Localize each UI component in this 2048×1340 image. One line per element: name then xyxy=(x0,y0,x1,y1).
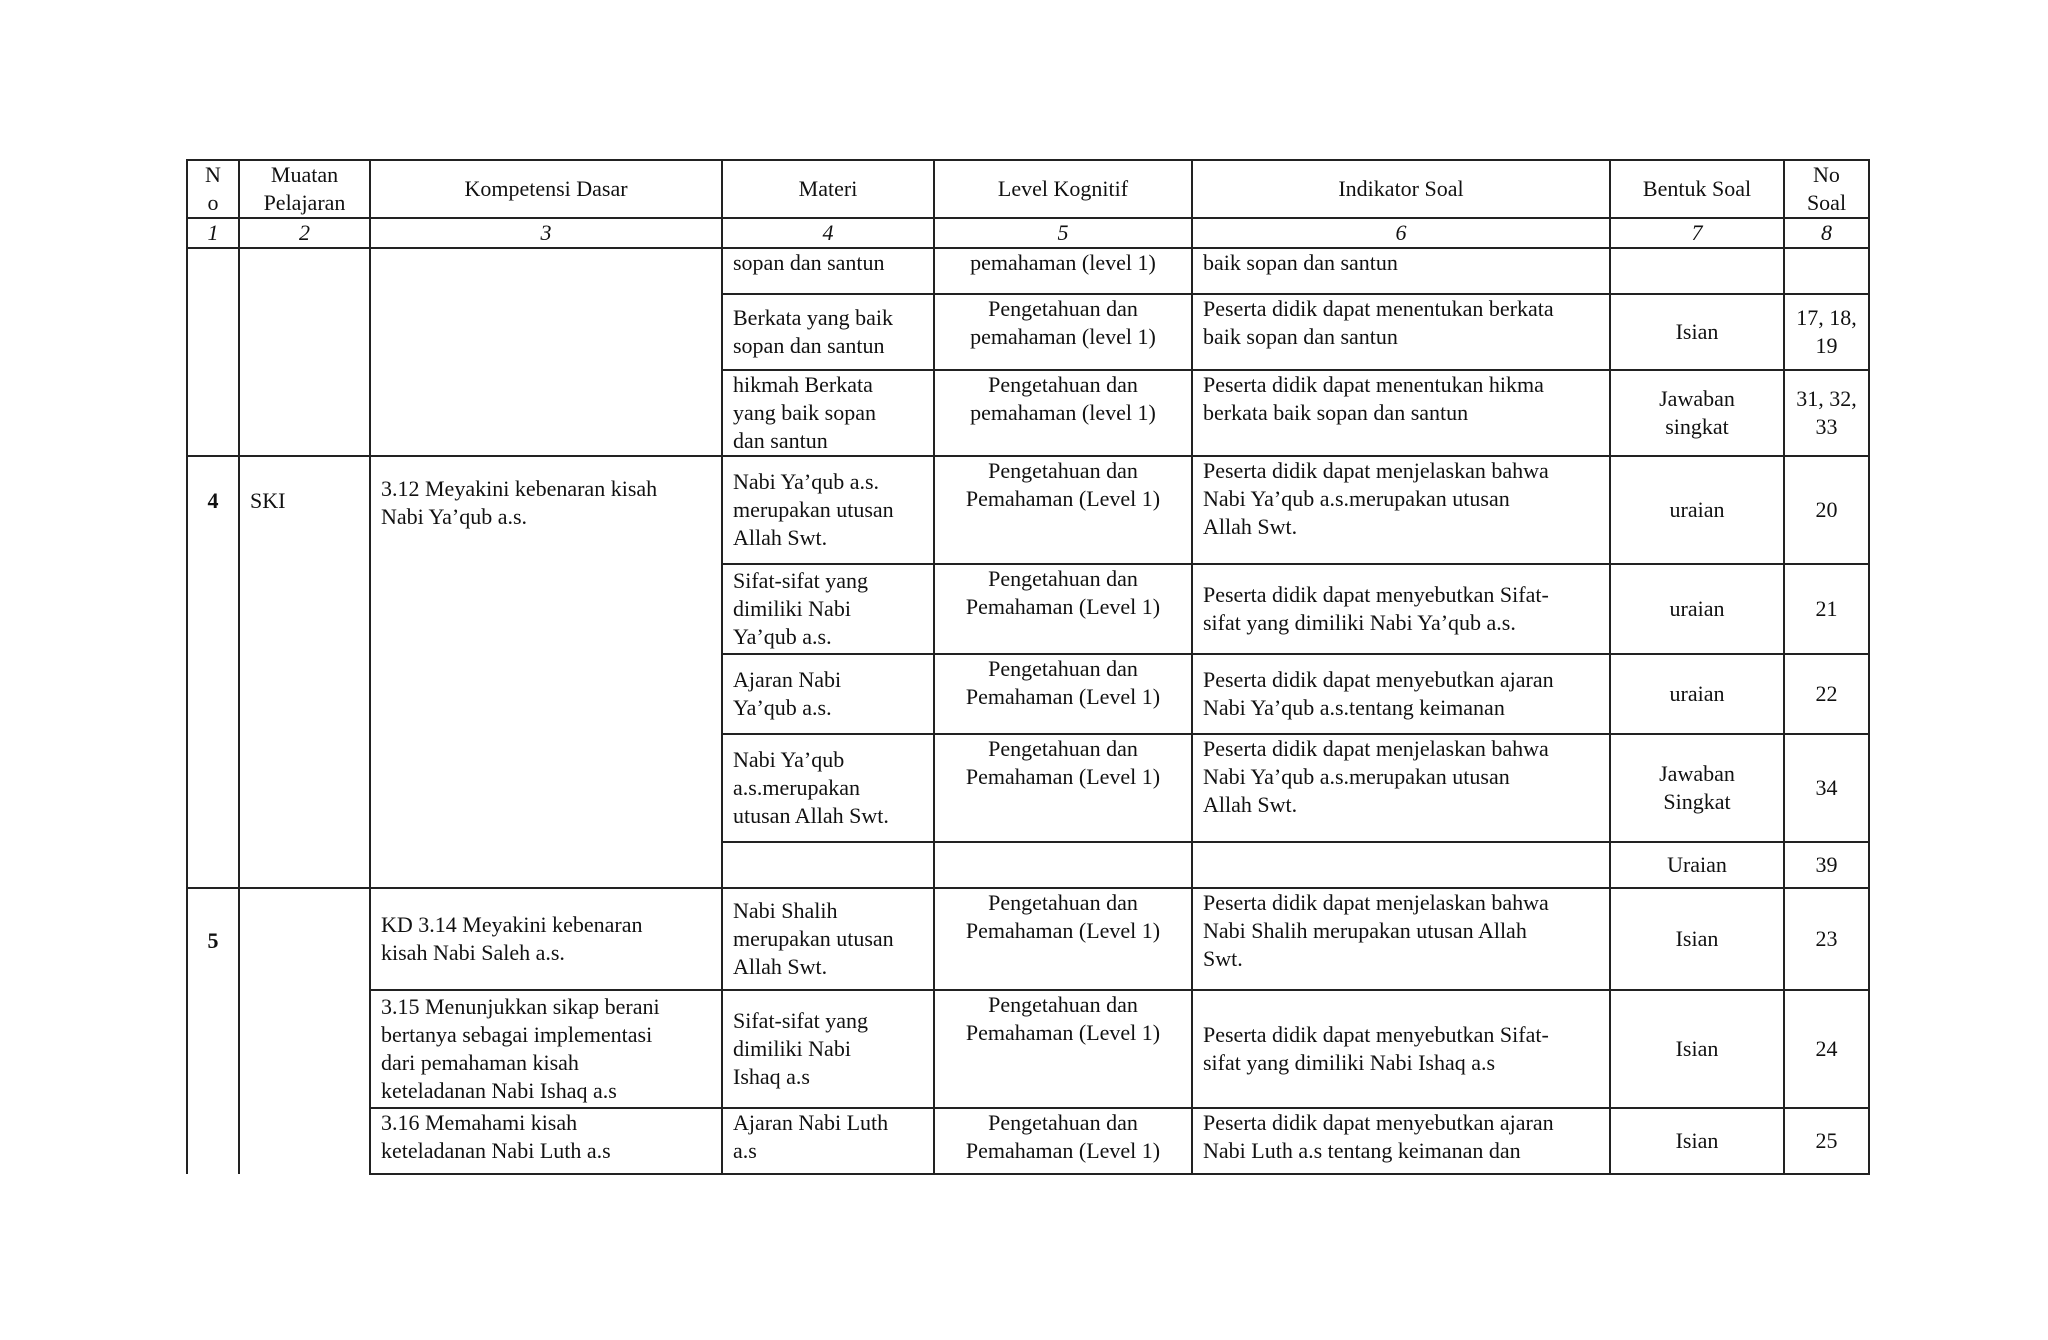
level-cell: Pengetahuan dan Pemahaman (Level 1) xyxy=(934,654,1192,734)
nosoal-cell: 21 xyxy=(1784,564,1869,654)
kd-cell: 3.15 Menunjukkan sikap berani bertanya sebagai implementasi dari pemahaman kisah keteladanan Nabi Ishaq a.s xyxy=(370,990,722,1108)
bentuk-cell: Isian xyxy=(1610,294,1784,370)
materi-cell: Nabi Ya’qub a.s. merupakan utusan Allah Swt. xyxy=(722,456,934,564)
column-number: 3 xyxy=(370,218,722,248)
indikator-cell: Peserta didik dapat menjelaskan bahwa Nabi Ya’qub a.s.merupakan utusan Allah Swt. xyxy=(1192,734,1610,842)
materi-cell: Ajaran Nabi Ya’qub a.s. xyxy=(722,654,934,734)
header-level-kognitif: Level Kognitif xyxy=(934,160,1192,218)
muatan-cell xyxy=(239,248,370,456)
level-cell: Pengetahuan dan pemahaman (level 1) xyxy=(934,370,1192,456)
kd-cell: 3.12 Meyakini kebenaran kisah Nabi Ya’qub a.s. xyxy=(370,456,722,888)
header-no: N o xyxy=(187,160,239,218)
nosoal-cell: 24 xyxy=(1784,990,1869,1108)
level-cell: Pengetahuan dan pemahaman (level 1) xyxy=(934,294,1192,370)
bentuk-cell: uraian xyxy=(1610,564,1784,654)
column-number: 4 xyxy=(722,218,934,248)
bentuk-cell: uraian xyxy=(1610,654,1784,734)
level-cell: Pengetahuan dan Pemahaman (Level 1) xyxy=(934,888,1192,990)
no-cell xyxy=(187,248,239,456)
muatan-cell: SKI xyxy=(239,456,370,888)
nosoal-cell: 20 xyxy=(1784,456,1869,564)
bentuk-cell: Isian xyxy=(1610,888,1784,990)
materi-cell: sopan dan santun xyxy=(722,248,934,294)
nosoal-cell: 34 xyxy=(1784,734,1869,842)
nosoal-cell: 31, 32, 33 xyxy=(1784,370,1869,456)
level-cell: Pengetahuan dan Pemahaman (Level 1) xyxy=(934,990,1192,1108)
bentuk-cell: Isian xyxy=(1610,990,1784,1108)
level-cell: Pengetahuan dan Pemahaman (Level 1) xyxy=(934,734,1192,842)
bentuk-cell: Jawaban singkat xyxy=(1610,370,1784,456)
materi-cell: Nabi Shalih merupakan utusan Allah Swt. xyxy=(722,888,934,990)
column-number: 2 xyxy=(239,218,370,248)
level-cell: Pengetahuan dan Pemahaman (Level 1) xyxy=(934,564,1192,654)
indikator-cell: Peserta didik dapat menentukan berkata baik sopan dan santun xyxy=(1192,294,1610,370)
nosoal-cell: 17, 18, 19 xyxy=(1784,294,1869,370)
header-muatan-pelajaran: Muatan Pelajaran xyxy=(239,160,370,218)
materi-cell: Sifat-sifat yang dimiliki Nabi Ya’qub a.s. xyxy=(722,564,934,654)
header-no-soal: No Soal xyxy=(1784,160,1869,218)
nosoal-cell: 23 xyxy=(1784,888,1869,990)
kd-cell: KD 3.14 Meyakini kebenaran kisah Nabi Saleh a.s. xyxy=(370,888,722,990)
bentuk-cell: Isian xyxy=(1610,1108,1784,1174)
indikator-cell xyxy=(1192,842,1610,888)
kd-cell: 3.16 Memahami kisah keteladanan Nabi Luth a.s xyxy=(370,1108,722,1174)
indikator-cell: Peserta didik dapat menyebutkan ajaran Nabi Luth a.s tentang keimanan dan xyxy=(1192,1108,1610,1174)
no-cell: 5 xyxy=(187,888,239,1174)
indikator-cell: Peserta didik dapat menyebutkan Sifat- sifat yang dimiliki Nabi Ya’qub a.s. xyxy=(1192,564,1610,654)
level-cell: pemahaman (level 1) xyxy=(934,248,1192,294)
bentuk-cell: uraian xyxy=(1610,456,1784,564)
column-number: 6 xyxy=(1192,218,1610,248)
column-number: 7 xyxy=(1610,218,1784,248)
materi-cell: Nabi Ya’qub a.s.merupakan utusan Allah Swt. xyxy=(722,734,934,842)
kisi-kisi-table xyxy=(186,159,1870,1175)
materi-cell: Ajaran Nabi Luth a.s xyxy=(722,1108,934,1174)
column-number: 1 xyxy=(187,218,239,248)
indikator-cell: Peserta didik dapat menjelaskan bahwa Nabi Ya’qub a.s.merupakan utusan Allah Swt. xyxy=(1192,456,1610,564)
materi-cell: Berkata yang baik sopan dan santun xyxy=(722,294,934,370)
header-bentuk-soal: Bentuk Soal xyxy=(1610,160,1784,218)
bentuk-cell xyxy=(1610,248,1784,294)
header-indikator-soal: Indikator Soal xyxy=(1192,160,1610,218)
table-row xyxy=(187,1108,1869,1174)
level-cell: Pengetahuan dan Pemahaman (Level 1) xyxy=(934,456,1192,564)
bentuk-cell: Jawaban Singkat xyxy=(1610,734,1784,842)
column-number: 5 xyxy=(934,218,1192,248)
table-row xyxy=(187,888,1869,990)
column-number-row xyxy=(187,218,1869,248)
indikator-cell: Peserta didik dapat menentukan hikma berkata baik sopan dan santun xyxy=(1192,370,1610,456)
no-cell: 4 xyxy=(187,456,239,888)
materi-cell xyxy=(722,842,934,888)
nosoal-cell: 22 xyxy=(1784,654,1869,734)
header-materi: Materi xyxy=(722,160,934,218)
bentuk-cell: Uraian xyxy=(1610,842,1784,888)
kd-cell xyxy=(370,248,722,456)
indikator-cell: Peserta didik dapat menjelaskan bahwa Nabi Shalih merupakan utusan Allah Swt. xyxy=(1192,888,1610,990)
column-number: 8 xyxy=(1784,218,1869,248)
header-kompetensi-dasar: Kompetensi Dasar xyxy=(370,160,722,218)
muatan-cell xyxy=(239,888,370,1174)
indikator-cell: Peserta didik dapat menyebutkan Sifat- sifat yang dimiliki Nabi Ishaq a.s xyxy=(1192,990,1610,1108)
header-row xyxy=(187,160,1869,218)
level-cell: Pengetahuan dan Pemahaman (Level 1) xyxy=(934,1108,1192,1174)
nosoal-cell: 39 xyxy=(1784,842,1869,888)
indikator-cell: baik sopan dan santun xyxy=(1192,248,1610,294)
level-cell xyxy=(934,842,1192,888)
nosoal-cell: 25 xyxy=(1784,1108,1869,1174)
indikator-cell: Peserta didik dapat menyebutkan ajaran Nabi Ya’qub a.s.tentang keimanan xyxy=(1192,654,1610,734)
materi-cell: hikmah Berkata yang baik sopan dan santun xyxy=(722,370,934,456)
table-row xyxy=(187,990,1869,1108)
table-row xyxy=(187,248,1869,294)
table-row xyxy=(187,456,1869,564)
materi-cell: Sifat-sifat yang dimiliki Nabi Ishaq a.s xyxy=(722,990,934,1108)
nosoal-cell xyxy=(1784,248,1869,294)
